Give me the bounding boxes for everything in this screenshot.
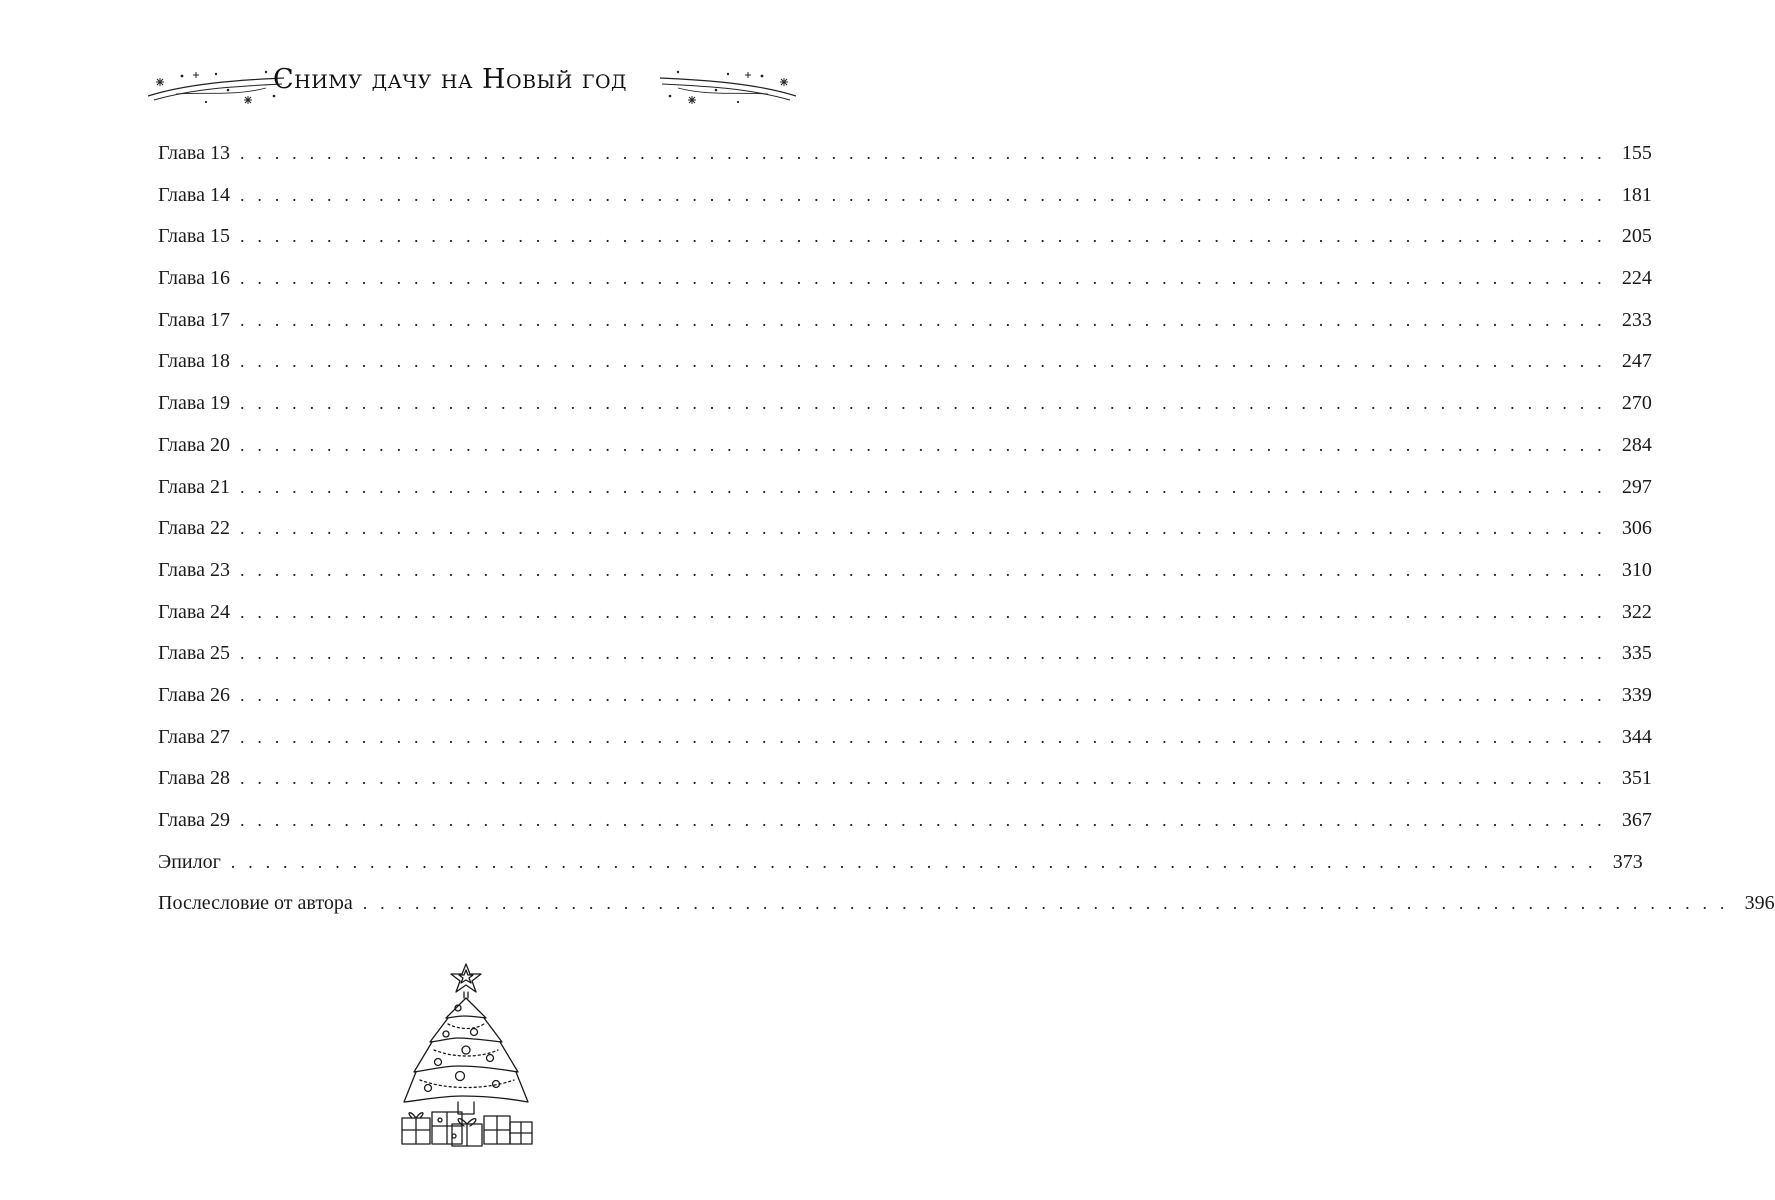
toc-entry-title: Глава 21 bbox=[158, 475, 230, 498]
toc-entry bbox=[158, 800, 1652, 842]
toc-entry-page-number: 322 bbox=[1621, 600, 1652, 623]
toc-entry bbox=[158, 133, 1652, 175]
toc-entry bbox=[158, 425, 1652, 467]
toc-entry-title: Глава 16 bbox=[158, 267, 230, 290]
toc-entry bbox=[158, 717, 1652, 759]
toc-entry-title: Глава 29 bbox=[158, 809, 230, 831]
toc-entry-title: Глава 25 bbox=[158, 642, 230, 665]
toc-dot-leader: . . . . . . . . . . . . . . . . . . . . . . . . . . . . . . . . . . . . . . . . . . . . . . . . . . . . . . . . . . . . . . . . . . . . . . . . . . . . . . . bbox=[239, 268, 1606, 289]
toc-entry bbox=[158, 508, 1652, 550]
running-header bbox=[0, 52, 900, 116]
toc-entry-title: Глава 18 bbox=[158, 350, 230, 373]
toc-entry-page-number: 181 bbox=[1621, 183, 1652, 206]
toc-dot-leader: . . . . . . . . . . . . . . . . . . . . . . . . . . . . . . . . . . . . . . . . . . . . . . . . . . . . . . . . . . . . . . . . . . . . . . . . . . . . . . . bbox=[230, 851, 1597, 872]
toc-entry-page-number: 396 bbox=[1744, 892, 1775, 915]
toc-entry bbox=[158, 550, 1652, 592]
toc-dot-leader: . . . . . . . . . . . . . . . . . . . . . . . . . . . . . . . . . . . . . . . . . . . . . . . . . . . . . . . . . . . . . . . . . . . . . . . . . . . . . . . bbox=[239, 643, 1606, 664]
toc-entry-page-number: 233 bbox=[1621, 308, 1652, 331]
table-of-contents bbox=[158, 133, 1775, 925]
toc-entry-title: Глава 24 bbox=[158, 600, 230, 623]
toc-entry-title: Глава 27 bbox=[158, 725, 230, 748]
toc-entry-title: Глава 23 bbox=[158, 558, 230, 581]
running-title: Сниму дачу на Новый год bbox=[273, 64, 627, 95]
toc-dot-leader: . . . . . . . . . . . . . . . . . . . . . . . . . . . . . . . . . . . . . . . . . . . . . . . . . . . . . . . . . . . . . . . . . . . . . . . . . . . . . . . bbox=[239, 226, 1606, 247]
toc-entry bbox=[158, 842, 1643, 884]
toc-dot-leader: . . . . . . . . . . . . . . . . . . . . . . . . . . . . . . . . . . . . . . . . . . . . . . . . . . . . . . . . . . . . . . . . . . . . . . . . . . . . . . . bbox=[239, 434, 1606, 455]
christmas-tree-icon bbox=[398, 962, 534, 1152]
toc-entry bbox=[158, 300, 1652, 342]
toc-entry-page-number: 297 bbox=[1621, 475, 1652, 498]
toc-entry bbox=[158, 758, 1652, 800]
toc-entry bbox=[158, 216, 1652, 258]
toc-dot-leader: . . . . . . . . . . . . . . . . . . . . . . . . . . . . . . . . . . . . . . . . . . . . . . . . . . . . . . . . . . . . . . . . . . . . . . . . . . . . . . . bbox=[239, 726, 1606, 747]
toc-entry bbox=[158, 467, 1652, 509]
toc-entry-title: Глава 19 bbox=[158, 392, 230, 415]
toc-dot-leader: . . . . . . . . . . . . . . . . . . . . . . . . . . . . . . . . . . . . . . . . . . . . . . . . . . . . . . . . . . . . . . . . . . . . . . . . . . . . . . . bbox=[239, 309, 1606, 330]
toc-entry bbox=[158, 341, 1652, 383]
toc-dot-leader: . . . . . . . . . . . . . . . . . . . . . . . . . . . . . . . . . . . . . . . . . . . . . . . . . . . . . . . . . . . . . . . . . . . . . . . . . . . . . . . bbox=[239, 601, 1606, 622]
toc-entry-title: Глава 28 bbox=[158, 767, 230, 790]
toc-entry-title: Глава 13 bbox=[158, 142, 230, 164]
toc-entry bbox=[158, 258, 1652, 300]
toc-dot-leader: . . . . . . . . . . . . . . . . . . . . . . . . . . . . . . . . . . . . . . . . . . . . . . . . . . . . . . . . . . . . . . . . . . . . . . . . . . . . . . . bbox=[239, 810, 1606, 830]
toc-entry-page-number: 155 bbox=[1621, 142, 1652, 164]
toc-dot-leader: . . . . . . . . . . . . . . . . . . . . . . . . . . . . . . . . . . . . . . . . . . . . . . . . . . . . . . . . . . . . . . . . . . . . . . . . . . . . . . . bbox=[239, 351, 1606, 372]
toc-dot-leader: . . . . . . . . . . . . . . . . . . . . . . . . . . . . . . . . . . . . . . . . . . . . . . . . . . . . . . . . . . . . . . . . . . . . . . . . . . . . . . . bbox=[239, 684, 1606, 705]
toc-entry bbox=[158, 383, 1652, 425]
toc-entry bbox=[158, 633, 1652, 675]
toc-dot-leader: . . . . . . . . . . . . . . . . . . . . . . . . . . . . . . . . . . . . . . . . . . . . . . . . . . . . . . . . . . . . . . . . . . . . . . . . . . . . . . . bbox=[239, 184, 1606, 205]
toc-dot-leader: . . . . . . . . . . . . . . . . . . . . . . . . . . . . . . . . . . . . . . . . . . . . . . . . . . . . . . . . . . . . . . . . . . . . . . . . . . . . . . . bbox=[239, 393, 1606, 414]
toc-dot-leader: . . . . . . . . . . . . . . . . . . . . . . . . . . . . . . . . . . . . . . . . . . . . . . . . . . . . . . . . . . . . . . . . . . . . . . . . . . . . . . . bbox=[239, 143, 1606, 163]
toc-entry-title: Глава 26 bbox=[158, 683, 230, 706]
toc-entry-page-number: 270 bbox=[1621, 392, 1652, 415]
toc-entry-page-number: 373 bbox=[1612, 850, 1643, 873]
toc-entry-title: Послесловие от автора bbox=[158, 892, 353, 915]
toc-dot-leader: . . . . . . . . . . . . . . . . . . . . . . . . . . . . . . . . . . . . . . . . . . . . . . . . . . . . . . . . . . . . . . . . . . . . . . . . . . . . . . . bbox=[239, 476, 1606, 497]
toc-entry bbox=[158, 675, 1652, 717]
toc-entry-title: Глава 22 bbox=[158, 517, 230, 540]
toc-entry bbox=[158, 175, 1652, 217]
snowflake-swirl-ornament-right bbox=[658, 66, 798, 106]
toc-entry bbox=[158, 592, 1652, 634]
toc-entry-page-number: 205 bbox=[1621, 225, 1652, 248]
toc-dot-leader: . . . . . . . . . . . . . . . . . . . . . . . . . . . . . . . . . . . . . . . . . . . . . . . . . . . . . . . . . . . . . . . . . . . . . . . . . . . . . . . bbox=[239, 559, 1606, 580]
toc-entry-page-number: 339 bbox=[1621, 683, 1652, 706]
toc-entry-page-number: 335 bbox=[1621, 642, 1652, 665]
toc-entry-page-number: 344 bbox=[1621, 725, 1652, 748]
toc-entry-page-number: 247 bbox=[1621, 350, 1652, 373]
toc-dot-leader: . . . . . . . . . . . . . . . . . . . . . . . . . . . . . . . . . . . . . . . . . . . . . . . . . . . . . . . . . . . . . . . . . . . . . . . . . . . . . . . bbox=[362, 893, 1729, 914]
toc-dot-leader: . . . . . . . . . . . . . . . . . . . . . . . . . . . . . . . . . . . . . . . . . . . . . . . . . . . . . . . . . . . . . . . . . . . . . . . . . . . . . . . bbox=[239, 768, 1606, 789]
toc-entry bbox=[158, 883, 1775, 925]
toc-entry-page-number: 224 bbox=[1621, 267, 1652, 290]
toc-dot-leader: . . . . . . . . . . . . . . . . . . . . . . . . . . . . . . . . . . . . . . . . . . . . . . . . . . . . . . . . . . . . . . . . . . . . . . . . . . . . . . . bbox=[239, 518, 1606, 539]
toc-entry-page-number: 284 bbox=[1621, 433, 1652, 456]
toc-entry-title: Глава 15 bbox=[158, 225, 230, 248]
toc-entry-title: Глава 20 bbox=[158, 433, 230, 456]
toc-entry-page-number: 367 bbox=[1621, 809, 1652, 831]
toc-entry-title: Эпилог bbox=[158, 850, 221, 873]
toc-entry-page-number: 351 bbox=[1621, 767, 1652, 790]
toc-entry-title: Глава 17 bbox=[158, 308, 230, 331]
toc-entry-title: Глава 14 bbox=[158, 183, 230, 206]
toc-entry-page-number: 310 bbox=[1621, 558, 1652, 581]
toc-entry-page-number: 306 bbox=[1621, 517, 1652, 540]
